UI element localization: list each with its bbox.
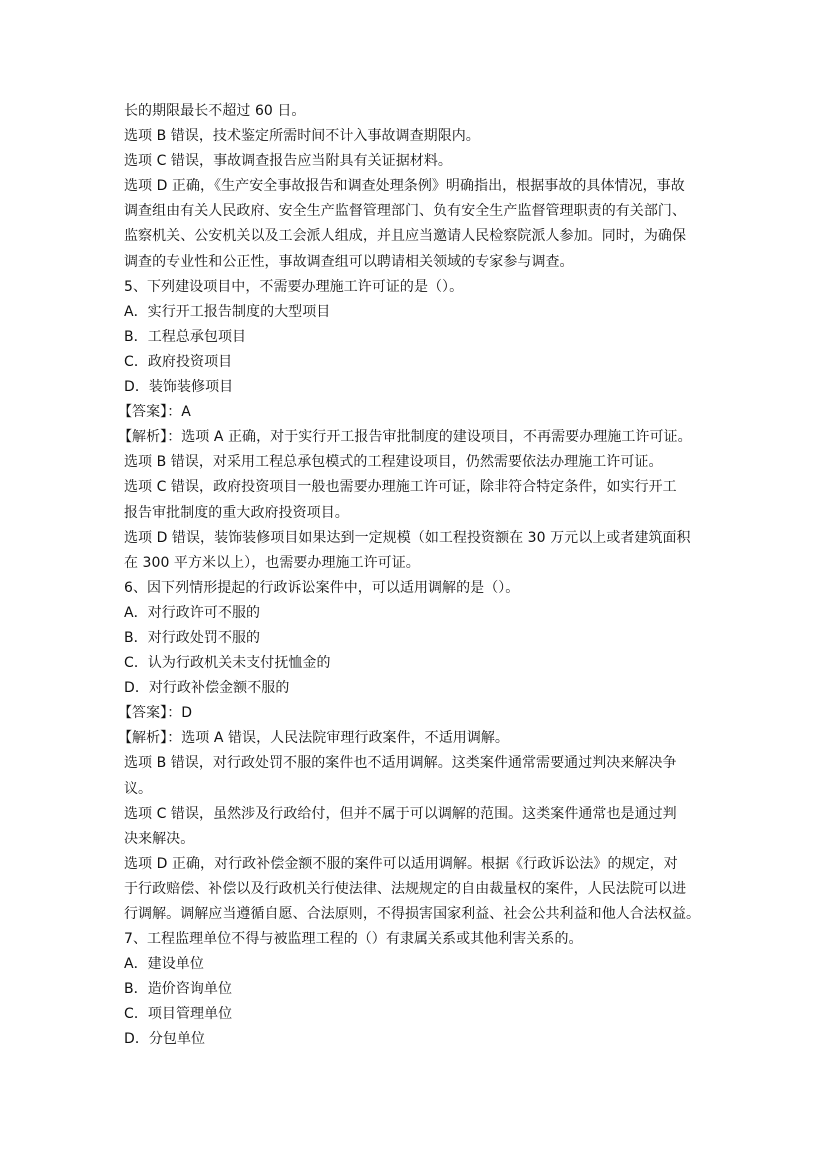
option-a: A．实行开工报告制度的大型项目 [124, 303, 331, 320]
text-line: 于行政赔偿、补偿以及行政机关行使法律、法规规定的自由裁量权的案件，人民法院可以进 [124, 880, 686, 897]
answer-line: 【答案】：A [118, 404, 191, 421]
text-line: 在 300 平方米以上），也需要办理施工许可证。 [124, 554, 420, 571]
text-line: 选项 C 错误，事故调查报告应当附具有关证据材料。 [124, 153, 452, 170]
text-line: 选项 D 错误，装饰装修项目如果达到一定规模（如工程投资额在 30 万元以上或者建筑面积 [124, 529, 691, 546]
question-6: 6、因下列情形提起的行政诉讼案件中，可以适用调解的是（）。 [124, 579, 520, 596]
option-d: D．分包单位 [124, 1031, 206, 1048]
option-d: D．对行政补偿金额不服的 [124, 680, 290, 697]
option-c: C．政府投资项目 [124, 353, 233, 370]
text-line: 选项 C 错误，虽然涉及行政给付，但并不属于可以调解的范围。这类案件通常也是通过判 [124, 805, 677, 822]
text-line: 选项 B 错误，技术鉴定所需时间不计入事故调查期限内。 [124, 128, 480, 145]
text-line: 议。 [124, 780, 153, 797]
option-a: A．对行政许可不服的 [124, 604, 261, 621]
text-line: 调查的专业性和公正性，事故调查组可以聘请相关领域的专家参与调查。 [124, 253, 574, 270]
analysis-line: 【解析】：选项 A 正确，对于实行开工报告审批制度的建设项目，不再需要办理施工许可证。 [118, 429, 692, 446]
analysis-line: 【解析】：选项 A 错误，人民法院审理行政案件，不适用调解。 [118, 730, 509, 747]
text-line: 决来解决。 [124, 830, 195, 847]
text-line: 行调解。调解应当遵循自愿、合法原则，不得损害国家利益、社会公共利益和他人合法权益。 [124, 906, 701, 922]
option-c: C．项目管理单位 [124, 1006, 233, 1023]
answer-line: 【答案】：D [118, 705, 193, 722]
text-line: 监察机关、公安机关以及工会派人组成，并且应当邀请人民检察院派人参加。同时，为确保 [124, 228, 686, 245]
option-b: B．工程总承包项目 [124, 328, 247, 345]
option-c: C．认为行政机关未支付抚恤金的 [124, 655, 331, 672]
question-5: 5、下列建设项目中，不需要办理施工许可证的是（）。 [124, 278, 464, 295]
text-line: 选项 D 正确，《生产安全事故报告和调查处理条例》明确指出，根据事故的具体情况，事故 [124, 178, 685, 195]
text-line: 选项 B 错误，对行政处罚不服的案件也不适用调解。这类案件通常需要通过判决来解决争 [124, 755, 677, 772]
option-b: B．造价咨询单位 [124, 981, 233, 998]
text-line: 调查组由有关人民政府、安全生产监督管理部门、负有安全生产监督管理职责的有关部门、 [124, 203, 686, 220]
text-line: 长的期限最长不超过 60 日。 [124, 103, 306, 119]
option-b: B．对行政处罚不服的 [124, 629, 261, 646]
option-d: D．装饰装修项目 [124, 379, 234, 396]
text-line: 选项 C 错误，政府投资项目一般也需要办理施工许可证，除非符合特定条件，如实行开工 [124, 479, 677, 496]
text-line: 选项 B 错误，对采用工程总承包模式的工程建设项目，仍然需要依法办理施工许可证。 [124, 454, 663, 471]
text-line: 报告审批制度的重大政府投资项目。 [124, 504, 349, 521]
option-a: A．建设单位 [124, 956, 204, 973]
question-7: 7、工程监理单位不得与被监理工程的（）有隶属关系或其他利害关系的。 [124, 931, 583, 948]
text-line: 选项 D 正确，对行政补偿金额不服的案件可以适用调解。根据《行政诉讼法》的规定，对 [124, 855, 678, 872]
